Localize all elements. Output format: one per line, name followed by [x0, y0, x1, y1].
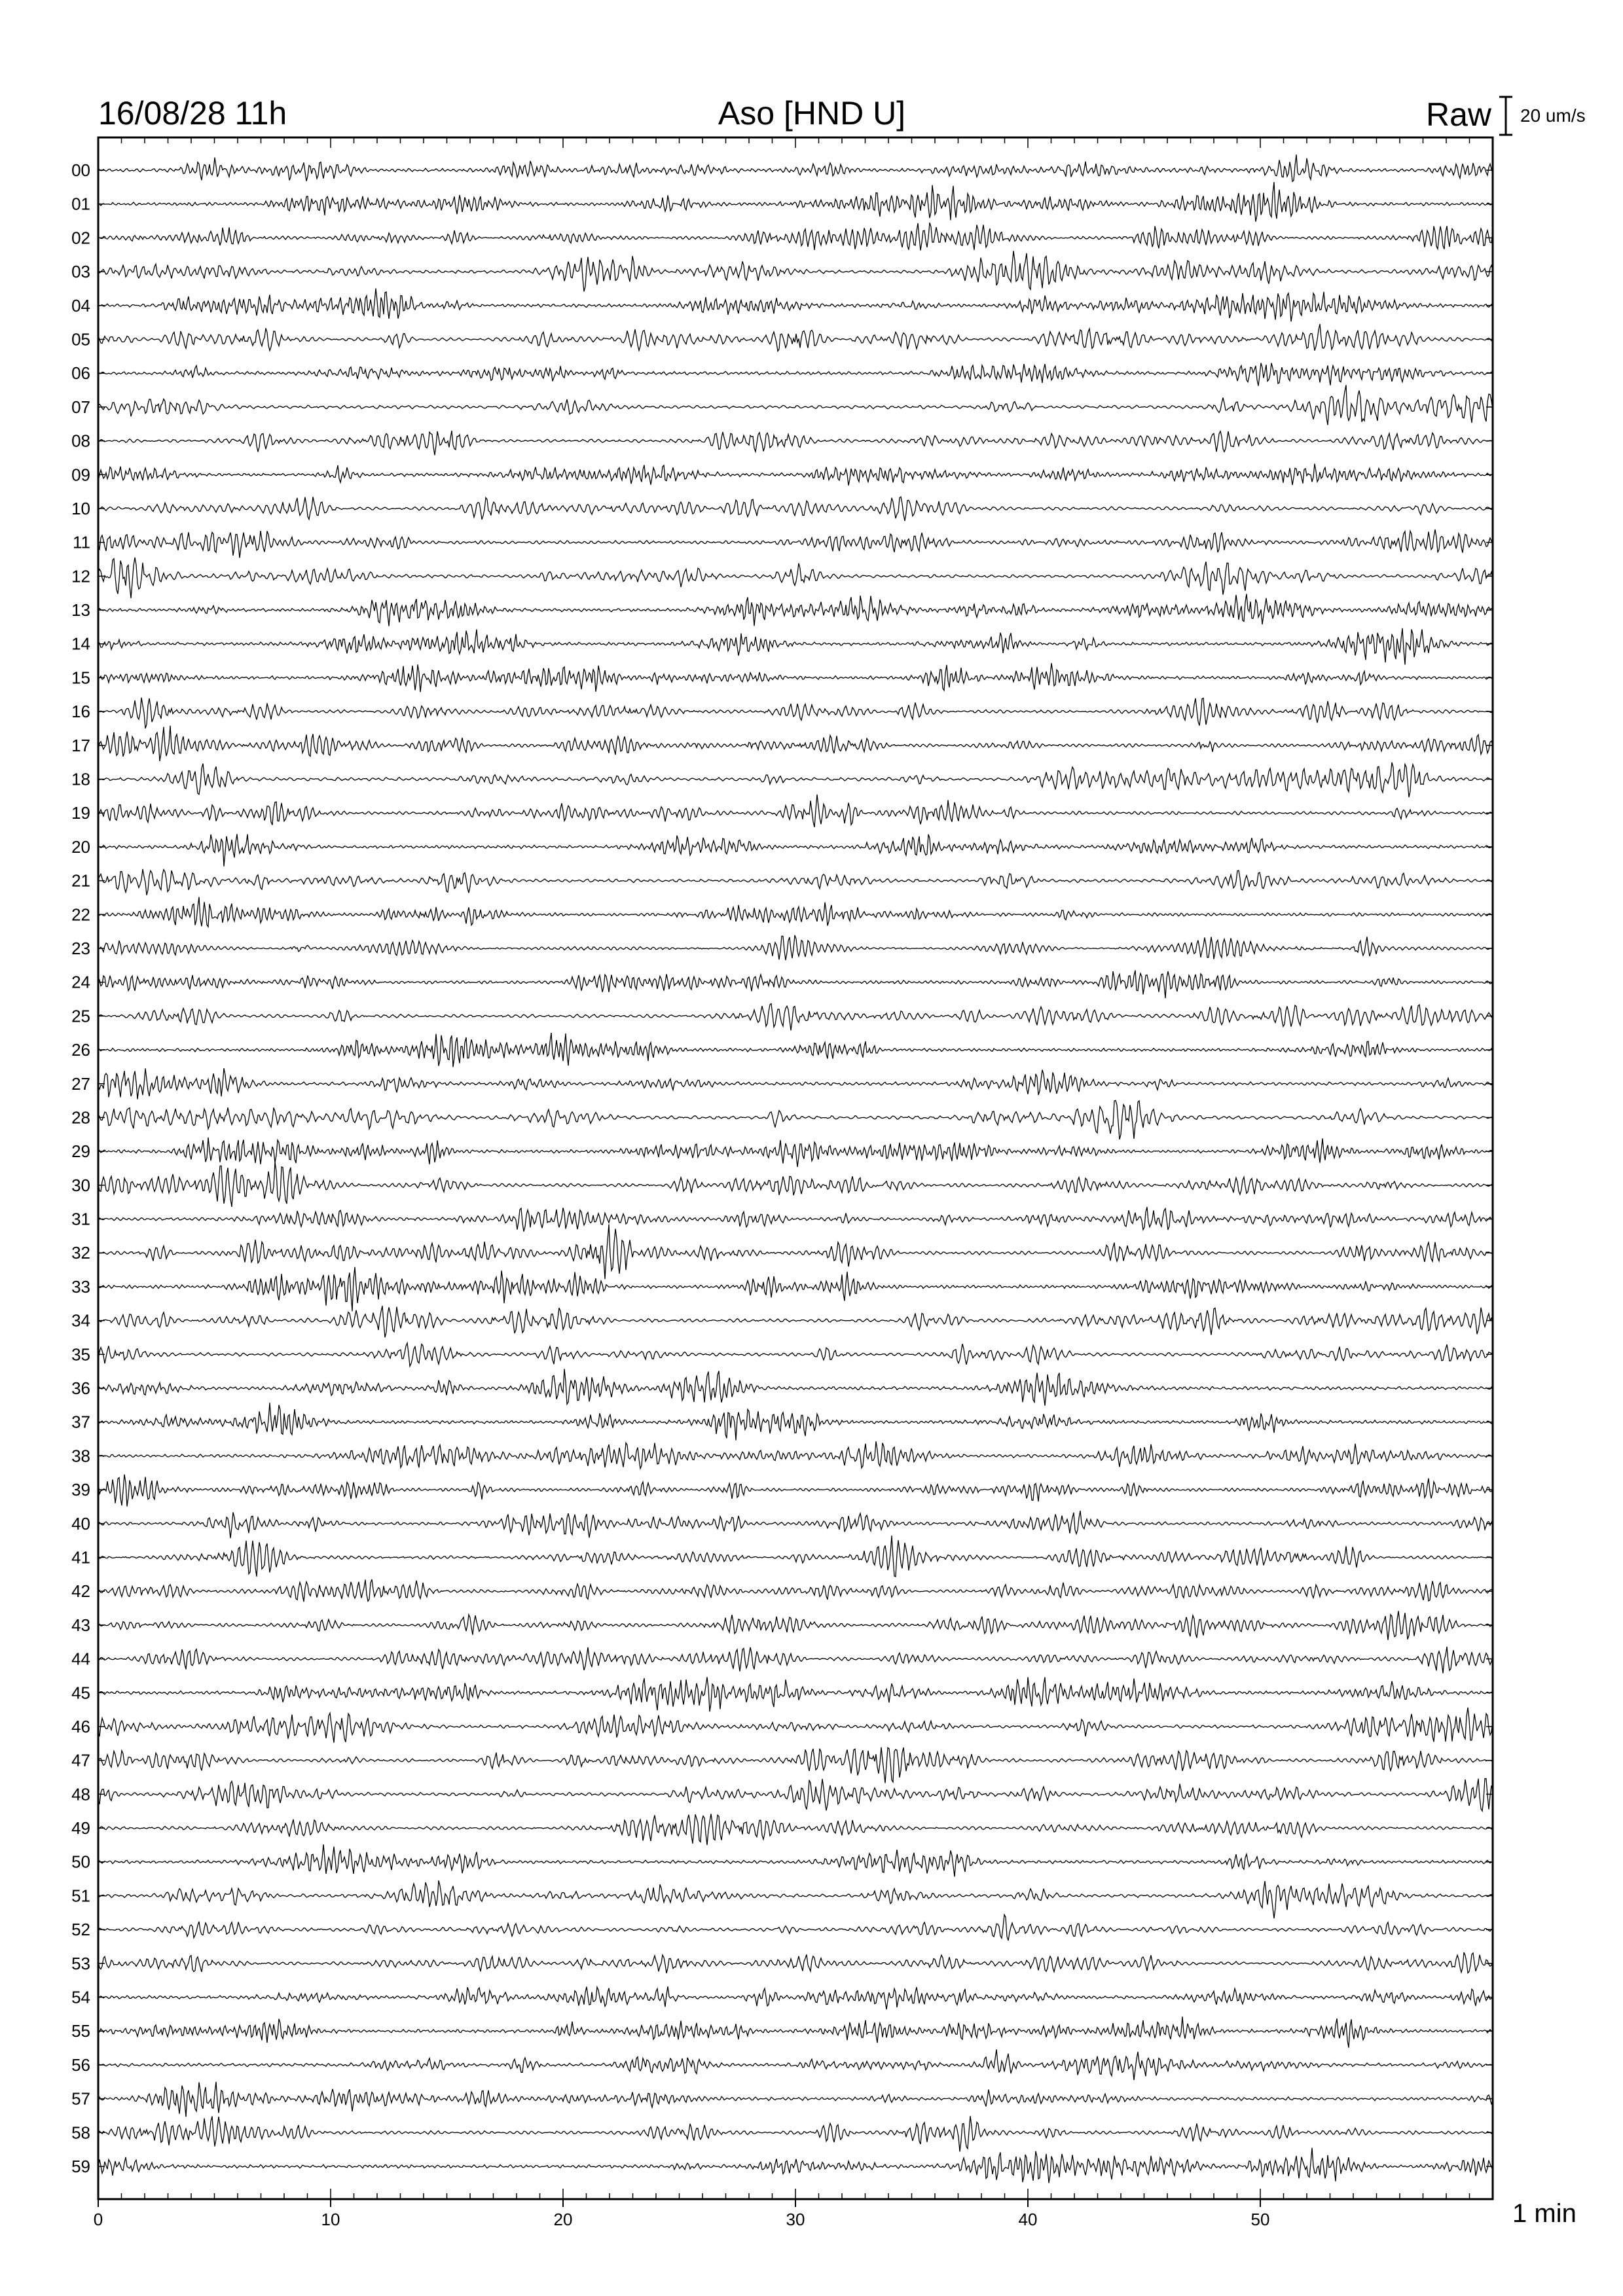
- row-label: 35: [71, 1344, 90, 1365]
- row-label: 20: [71, 836, 90, 857]
- seismogram-trace: [98, 558, 1493, 598]
- row-label: 22: [71, 905, 90, 925]
- seismogram-trace: [98, 154, 1493, 181]
- seismogram-trace: [98, 1225, 1493, 1280]
- seismogram-trace: [98, 1267, 1493, 1312]
- x-axis: [94, 2199, 1270, 2229]
- row-label: 33: [71, 1276, 90, 1297]
- seismogram-trace: [98, 1343, 1493, 1367]
- row-label: 25: [71, 1006, 90, 1026]
- row-label: 36: [71, 1378, 90, 1399]
- row-label: 44: [71, 1649, 90, 1669]
- row-label: 50: [71, 1852, 90, 1872]
- seismogram-trace: [98, 935, 1493, 960]
- seismogram-trace: [98, 663, 1493, 692]
- row-label: 24: [71, 972, 90, 992]
- seismogram-trace: [98, 1475, 1493, 1507]
- x-tick-label: 50: [1250, 2210, 1270, 2229]
- row-label: 59: [71, 2157, 90, 2176]
- row-label: 23: [71, 938, 90, 958]
- seismogram-trace: [98, 324, 1493, 351]
- row-label: 58: [71, 2123, 90, 2143]
- row-label: 30: [71, 1175, 90, 1195]
- seismogram-trace: [98, 1403, 1493, 1440]
- seismogram-trace: [98, 2116, 1493, 2152]
- row-label: 15: [71, 668, 90, 688]
- row-label: 31: [71, 1209, 90, 1229]
- seismogram-trace: [98, 594, 1493, 626]
- row-label: 02: [71, 228, 90, 248]
- seismogram-trace: [98, 1778, 1493, 1811]
- seismogram-trace: [98, 1647, 1493, 1674]
- seismogram-trace: [98, 971, 1493, 999]
- seismogram-trace: [98, 795, 1493, 827]
- amplitude-scale-bar: [1499, 97, 1586, 135]
- row-label: 56: [71, 2054, 90, 2075]
- row-label: 27: [71, 1073, 90, 1094]
- row-label: 38: [71, 1446, 90, 1466]
- row-label: 17: [71, 735, 90, 755]
- seismogram-trace: [98, 1004, 1493, 1031]
- seismogram-trace: [98, 497, 1493, 521]
- seismogram-trace: [98, 1814, 1493, 1845]
- seismogram-trace: [98, 628, 1493, 665]
- seismogram-trace: [98, 726, 1493, 761]
- seismogram-trace: [98, 1844, 1493, 1876]
- seismogram-trace: [98, 1535, 1493, 1577]
- row-label: 46: [71, 1716, 90, 1736]
- row-label: 53: [71, 1953, 90, 1973]
- seismogram-trace: [98, 1986, 1493, 2009]
- mode-label: Raw: [1425, 96, 1491, 133]
- row-label: 05: [71, 329, 90, 350]
- row-label: 07: [71, 397, 90, 417]
- seismogram-traces: [98, 154, 1493, 2183]
- seismogram-trace: [98, 1611, 1493, 1640]
- seismogram-trace: [98, 2049, 1493, 2080]
- station-title: Aso [HND U]: [718, 95, 906, 132]
- row-label: 14: [71, 634, 90, 654]
- seismogram-trace: [98, 529, 1493, 558]
- row-label: 55: [71, 2021, 90, 2041]
- seismogram-trace: [98, 1138, 1493, 1167]
- row-label: 37: [71, 1412, 90, 1432]
- seismogram-trace: [98, 897, 1493, 927]
- seismogram-trace: [98, 1708, 1493, 1743]
- row-label: 13: [71, 600, 90, 620]
- seismogram-trace: [98, 1369, 1493, 1405]
- seismogram-trace: [98, 431, 1493, 455]
- seismogram-trace: [98, 1033, 1493, 1067]
- row-label: 49: [71, 1818, 90, 1839]
- row-label: 48: [71, 1784, 90, 1804]
- row-label: 29: [71, 1141, 90, 1162]
- seismogram-trace: [98, 2148, 1493, 2183]
- seismogram-trace: [98, 1677, 1493, 1712]
- seismogram-trace: [98, 834, 1493, 866]
- row-label: 18: [71, 769, 90, 789]
- x-tick-label: 30: [786, 2210, 805, 2229]
- row-label: 41: [71, 1547, 90, 1568]
- seismogram-trace: [98, 1207, 1493, 1231]
- row-labels: [71, 160, 1493, 2176]
- row-label: 52: [71, 1920, 90, 1940]
- row-label: 42: [71, 1581, 90, 1602]
- seismogram-trace: [98, 2082, 1493, 2117]
- x-tick-label: 20: [553, 2210, 573, 2229]
- seismogram-trace: [98, 1952, 1493, 1973]
- seismogram-trace: [98, 182, 1493, 222]
- x-tick-label: 40: [1018, 2210, 1038, 2229]
- row-label: 34: [71, 1310, 90, 1331]
- seismogram-trace: [98, 289, 1493, 322]
- seismogram-trace: [98, 1511, 1493, 1538]
- row-label: 04: [71, 295, 90, 315]
- seismogram-trace: [98, 1306, 1493, 1337]
- row-label: 45: [71, 1683, 90, 1703]
- x-tick-label: 0: [93, 2210, 103, 2229]
- seismogram-trace: [98, 698, 1493, 728]
- row-label: 08: [71, 431, 90, 451]
- seismogram-trace: [98, 869, 1493, 895]
- row-label: 00: [71, 160, 90, 180]
- row-label: 10: [71, 498, 90, 518]
- seismogram-trace: [98, 1100, 1493, 1139]
- row-label: 19: [71, 803, 90, 823]
- row-label: 51: [71, 1886, 90, 1906]
- seismogram-trace: [98, 1579, 1493, 1602]
- seismogram-trace: [98, 762, 1493, 797]
- row-label: 03: [71, 262, 90, 282]
- seismogram-trace: [98, 1068, 1493, 1099]
- scale-label: 20 um/s: [1520, 105, 1586, 126]
- row-label: 39: [71, 1480, 90, 1500]
- row-label: 12: [71, 566, 90, 586]
- x-axis-label: 1 min: [1512, 2199, 1577, 2228]
- row-label: 01: [71, 194, 90, 214]
- x-tick-label: 10: [321, 2210, 340, 2229]
- row-label: 09: [71, 465, 90, 485]
- row-label: 28: [71, 1107, 90, 1128]
- datetime-label: 16/08/28 11h: [98, 95, 287, 132]
- row-label: 06: [71, 363, 90, 384]
- seismogram-trace: [98, 1441, 1493, 1469]
- row-label: 11: [73, 532, 90, 552]
- row-label: 40: [71, 1513, 90, 1534]
- seismogram-trace: [98, 251, 1493, 291]
- seismogram-trace: [98, 363, 1493, 386]
- row-label: 16: [71, 702, 90, 722]
- row-label: 21: [71, 870, 90, 891]
- seismogram-trace: [98, 464, 1493, 486]
- row-label: 47: [71, 1750, 90, 1770]
- row-label: 32: [71, 1243, 90, 1263]
- seismogram-trace: [98, 1914, 1493, 1941]
- seismogram-trace: [98, 1162, 1493, 1207]
- seismogram-trace: [98, 223, 1493, 250]
- seismogram-trace: [98, 1748, 1493, 1784]
- seismogram-trace: [98, 385, 1493, 425]
- row-label: 26: [71, 1040, 90, 1060]
- seismogram-trace: [98, 1880, 1493, 1918]
- seismogram-trace: [98, 2017, 1493, 2048]
- row-label: 43: [71, 1615, 90, 1635]
- row-label: 54: [71, 1987, 90, 2007]
- row-label: 57: [71, 2089, 90, 2109]
